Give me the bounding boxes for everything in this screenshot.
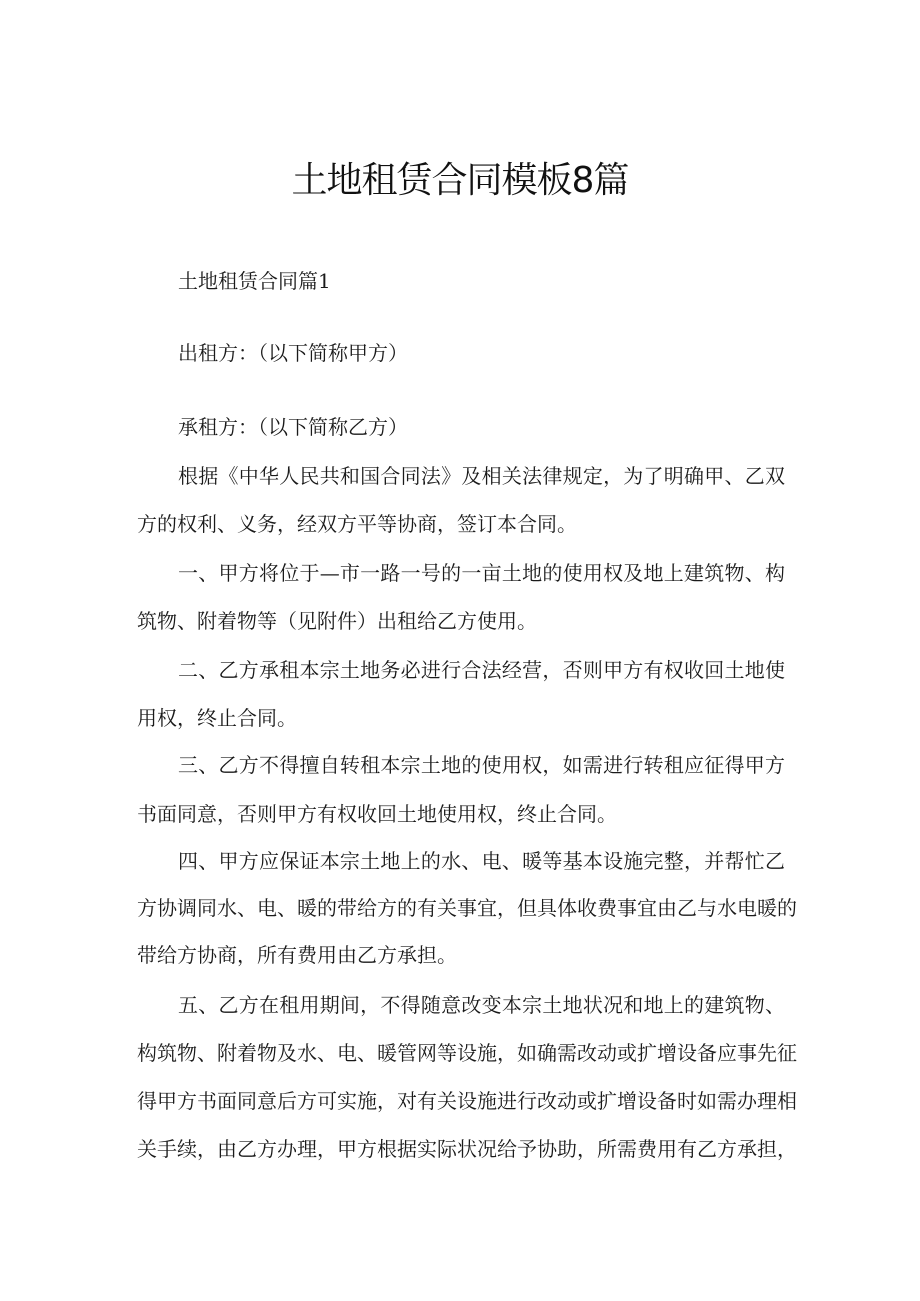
- paragraph-line: 书面同意，否则甲方有权收回土地使用权，终止合同。: [137, 802, 617, 826]
- paragraph-line: 二、乙方承租本宗土地务必进行合法经营，否则甲方有权收回土地使: [178, 658, 785, 682]
- paragraph-line: 关手续，由乙方办理，甲方根据实际状况给予协助，所需费用有乙方承担，: [137, 1137, 797, 1161]
- document-title: 土地租赁合同模板8篇: [291, 160, 629, 201]
- section-heading: 土地租赁合同篇1: [178, 269, 331, 293]
- paragraph-line: 根据《中华人民共和国合同法》及相关法律规定，为了明确甲、乙双: [178, 464, 785, 488]
- lessee-line: 承租方：（以下简称乙方）: [178, 415, 408, 439]
- paragraph-line: 三、乙方不得擅自转租本宗土地的使用权，如需进行转租应征得甲方: [178, 753, 785, 777]
- paragraph-line: 五、乙方在租用期间，不得随意改变本宗土地状况和地上的建筑物、: [178, 993, 785, 1017]
- paragraph-line: 得甲方书面同意后方可实施，对有关设施进行改动或扩增设备时如需办理相: [137, 1089, 797, 1113]
- paragraph-line: 四、甲方应保证本宗土地上的水、电、暖等基本设施完整，并帮忙乙: [178, 849, 785, 873]
- paragraph-line: 筑物、附着物等（见附件）出租给乙方使用。: [137, 609, 537, 633]
- paragraph-line: 带给方协商，所有费用由乙方承担。: [137, 943, 457, 967]
- paragraph-line: 一、甲方将位于—市一路一号的一亩土地的使用权及地上建筑物、构: [178, 561, 785, 585]
- lessor-line: 出租方：（以下简称甲方）: [178, 341, 408, 365]
- paragraph-line: 方的权利、义务，经双方平等协商，签订本合同。: [137, 512, 577, 536]
- paragraph-line: 方协调同水、电、暖的带给方的有关事宜，但具体收费事宜由乙与水电暖的: [137, 896, 797, 920]
- paragraph-line: 构筑物、附着物及水、电、暖管网等设施，如确需改动或扩增设备应事先征: [137, 1041, 797, 1065]
- paragraph-line: 用权，终止合同。: [137, 706, 297, 730]
